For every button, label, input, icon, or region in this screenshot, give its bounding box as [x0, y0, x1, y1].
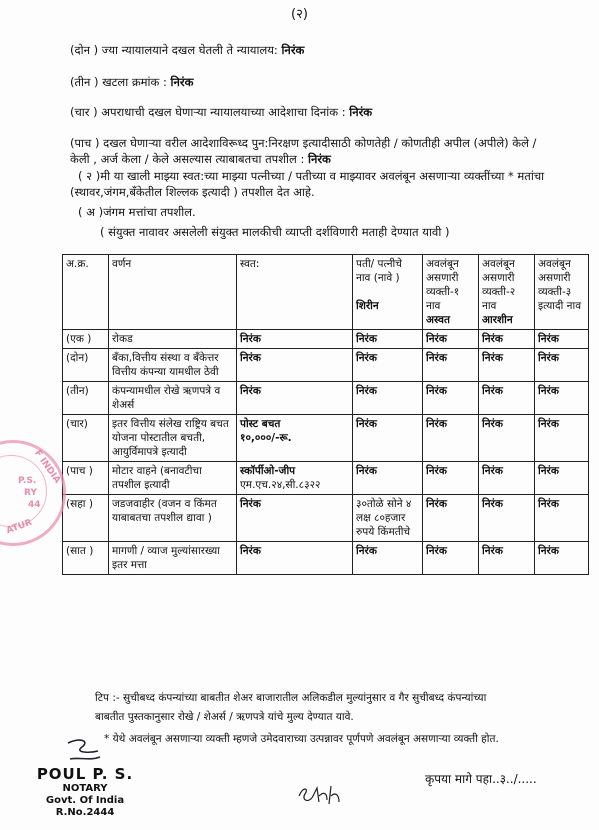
dependent-1-name: अस्वत: [426, 314, 450, 326]
row-dependent-3: निरंक: [535, 349, 589, 382]
table-row: [63, 542, 589, 575]
row-dependent-3: निरंक: [535, 382, 589, 415]
item-appeal: (पाच ) दखल घेणाऱ्या वरील आदेशाविरूध्द पुन:निरक्षण इत्यादीसाठी कोणतेही / कोणतीही अपील (अपीले) केले /: [70, 136, 537, 150]
dependent-2-name: आरशीन: [482, 314, 513, 326]
row-sr: (सहा ): [63, 495, 109, 542]
notary-govt: Govt. Of India: [45, 795, 125, 806]
row-dependent-1: निरंक: [423, 415, 479, 462]
table-row: [63, 330, 589, 349]
candidate-signature: [295, 782, 355, 808]
table-row: [63, 415, 589, 462]
tip-line-2: बाबतीत पुस्तकानुसार रोखे / शेअर्स / ऋणपत्रे यांचे मुल्य देण्यात यावे.: [95, 711, 354, 723]
item-case-number: (तीन ) खटला क्रमांक : निरंक: [70, 75, 194, 89]
row-dependent-1: निरंक: [423, 542, 479, 575]
table-row: [63, 462, 589, 495]
table-row: [63, 495, 589, 542]
notary-signature: [60, 735, 110, 767]
row-spouse: निरंक: [353, 349, 423, 382]
notary-name: POUL P. S.: [36, 765, 134, 783]
item-appeal-cont: केली , अर्ज केला / केले असल्यास त्याबाबतचा तपशील : निरंक: [70, 152, 331, 166]
row-dependent-2: निरंक: [479, 462, 535, 495]
table-row: [63, 382, 589, 415]
stamp-text: ATUR: [5, 517, 34, 537]
header-dependent-1: अवलंबून असणारी व्यक्ती-१ नाव अस्वत: [423, 255, 479, 330]
declaration-line-1: ( २ )मी या खाली माझ्या स्वत:च्या माझ्या पत्नीच्या / पतीच्या व माझ्यावर अवलंबून असणाऱ्या व्यक्तींच्या * मतांचा: [78, 169, 545, 183]
row-self: निरंक: [237, 382, 353, 415]
row-self: निरंक: [237, 330, 353, 349]
row-self: निरंक: [237, 349, 353, 382]
row-description: जडजवाहीर (वजन व किंमत याबाबतचा तपशील द्यावा ): [109, 495, 237, 542]
section-a-note: ( संयुक्त नावावर असलेली संयुक्त मालकीची व्याप्ती दर्शविणारी मताही देण्यात यावी ): [100, 225, 450, 239]
row-description: कंपन्यामधील रोखे ऋणपत्रे व शेअर्स: [109, 382, 237, 415]
item-order-date: (चार ) अपराधाची दखल घेणाऱ्या न्यायालयाच्या आदेशाचा दिनांक : निरंक: [70, 105, 373, 119]
declaration-line-2: (स्थावर,जंगम,बँकेतील शिल्लक इत्यादी ) तपशील देत आहे.: [70, 185, 315, 199]
row-dependent-3: निरंक: [535, 542, 589, 575]
row-sr: (चार): [63, 415, 109, 462]
row-description: बँका,वित्तीय संस्था व बँकेत्तर वित्तीय कंपन्या यामधील ठेवी: [109, 349, 237, 382]
stamp-text: P.S.: [18, 476, 37, 486]
row-spouse: ३०तोळे सोने ४ लक्ष ८०हजार रुपये किंमतीचे: [353, 495, 423, 542]
stamp-text: 44: [28, 500, 41, 510]
row-dependent-3: निरंक: [535, 462, 589, 495]
header-self: स्वत:: [237, 255, 353, 330]
stamp-text: F INDIA: [31, 448, 62, 486]
row-dependent-2: निरंक: [479, 495, 535, 542]
row-self-detail: १०,०००/-रू.: [240, 432, 292, 444]
tip-line-3: * येथे अवलंबून असणाऱ्या व्यक्ती म्हणजे उमेदवाराच्या उत्पन्नावर पूर्णपणे अवलंबून असणाऱ्या व्यक्ती होत.: [104, 733, 499, 745]
row-dependent-2: निरंक: [479, 382, 535, 415]
header-description: वर्णन: [109, 255, 237, 330]
row-dependent-1: निरंक: [423, 462, 479, 495]
row-description: इतर वित्तीय संलेख राष्ट्रिय बचत योजना पोस्टातील बचती, आयुर्विमापत्रे इत्यादी: [109, 415, 237, 462]
row-dependent-2: निरंक: [479, 415, 535, 462]
row-description: मोटार वाहने (बनावटीचा तपशील इत्यादी: [109, 462, 237, 495]
row-spouse: निरंक: [353, 542, 423, 575]
notary-block: [30, 765, 140, 819]
row-spouse: निरंक: [353, 330, 423, 349]
header-dependent-3: अवलंबून असणारी व्यक्ती-३ इत्यादी नाव: [535, 255, 589, 330]
row-self: निरंक: [237, 495, 353, 542]
notary-title: NOTARY: [62, 783, 108, 794]
table-header-row: [63, 255, 589, 330]
item-court: (दोन ) ज्या न्यायालयाने दखल घेतली ते न्यायालय: निरंक: [70, 43, 305, 57]
row-dependent-2: निरंक: [479, 330, 535, 349]
header-sr: अ.क्र.: [63, 255, 109, 330]
section-a-heading: ( अ )जंगम मत्तांचा तपशील.: [78, 205, 196, 219]
row-description: मागणी / व्याज मुल्यांसारख्या इतर मत्ता: [109, 542, 237, 575]
header-dependent-2: अवलंबून असणारी व्यक्ती-२ नाव आरशीन: [479, 255, 535, 330]
row-dependent-1: निरंक: [423, 330, 479, 349]
row-self: निरंक: [237, 542, 353, 575]
header-spouse: पती/ पत्नीचे नाव (नावे ) शिरीन: [353, 255, 423, 330]
row-dependent-1: निरंक: [423, 495, 479, 542]
row-spouse: निरंक: [353, 462, 423, 495]
notary-reg-number: R.No.2444: [55, 807, 115, 818]
page-number: (२): [291, 7, 308, 22]
stamp-text: RY: [24, 488, 37, 498]
row-sr: (तीन): [63, 382, 109, 415]
tip-line-1: टिप :- सुचीबध्द कंपन्यांच्या बाबतीत शेअर बाजारातील अलिकडील मुल्यांनुसार व गैर सुचीबध्द कंपन्यांच्या: [95, 692, 487, 704]
row-self: पोस्ट बचत १०,०००/-रू.: [237, 415, 353, 462]
spouse-name: शिरीन: [356, 300, 379, 312]
row-sr: (सात ): [63, 542, 109, 575]
row-dependent-3: निरंक: [535, 330, 589, 349]
row-dependent-1: निरंक: [423, 349, 479, 382]
please-turn-over: कृपया मागे पहा..३../.....: [425, 772, 537, 786]
row-description: रोकड: [109, 330, 237, 349]
row-self: स्कॉर्पीओ-जीप एम.एच.२४,सी.८३२२: [237, 462, 353, 495]
row-sr: (पाच ): [63, 462, 109, 495]
row-dependent-3: निरंक: [535, 495, 589, 542]
row-dependent-2: निरंक: [479, 349, 535, 382]
movable-assets-table: [62, 254, 589, 575]
row-dependent-3: निरंक: [535, 415, 589, 462]
row-self-detail: एम.एच.२४,सी.८३२२: [240, 479, 321, 491]
row-dependent-1: निरंक: [423, 382, 479, 415]
row-spouse: निरंक: [353, 415, 423, 462]
row-sr: (एक ): [63, 330, 109, 349]
row-dependent-2: निरंक: [479, 542, 535, 575]
row-spouse: निरंक: [353, 382, 423, 415]
row-sr: (दोन): [63, 349, 109, 382]
table-row: [63, 349, 589, 382]
